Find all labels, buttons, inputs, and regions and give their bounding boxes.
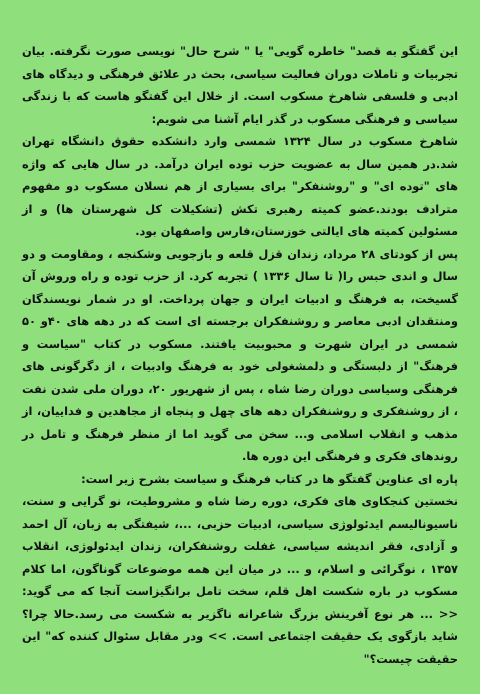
paragraph-titles-heading: پاره ای عناوین گفتگو ها در کتاب فرهنگ و سیاست بشرح زیر است: <box>81 471 458 486</box>
paragraph-after-coup: پس از کودتای ۲۸ مرداد، زندان قزل قلعه و بازجویی وشکنجه ، ومقاومت و دو سال و اندی حبس را( تا سال ۱۳۳۶ ) تجربه کرد. از حزب توده و راه وروش آن گسیخت، به فرهنگ و ادبیات ایران و جهان پرداخت. او در شمار نویسندگان ومنتقدان ادبی معاصر و روشنفکران برجسته ای است که در دهه های ۴۰و ۵۰ شمسی در ایران شهرت و محبوبیت یافتند. مسکوب در کتاب "سیاست و فرهنگ" از دلبستگی و دلمشغولی خود به فرهنگ وادبیات ، از دگرگونی های فرهنگی وسیاسی دوران رضا شاه ، پس از شهریور ۲۰، دوران ملی شدن نفت ، از روشنفکری و روشنفکران دهه های چهل و پنجاه از مجاهدین و فداییان، از مذهب و انقلاب اسلامی و... سخن می گوید اما از منظر فرهنگ و تامل در روندهای فکری و فرهنگی این دوره ها. <box>22 246 459 463</box>
paragraph-intro: این گفتگو به قصد" خاطره گویی" یا " شرح حال" نویسی صورت نگرفته. بیان تجربیات و تاملات دوران فعالیت سیاسی، بحث در علائق فرهنگی و دیدگاه های ادبی و فلسفی شاهرخ مسکوب است. از خلال این گفتگو هاست که با زندگی سیاسی و فرهنگی مسکوب در گذر ایام آشنا می شویم: <box>22 44 458 126</box>
paragraph-biography: شاهرخ مسکوب در سال ۱۳۲۴ شمسی وارد دانشکده حقوق دانشگاه تهران شد.در همین سال به عضویت حزب توده ایران درآمد. در سال هایی که واژه های "توده ای" و "روشنفکر" برای بسیاری از هم نسلان مسکوب دو مفهوم مترادف بودند.عضو کمیته رهبری تکش (تشکیلات کل شهرستان ها) و از مسئولین کمیته های ایالتی خوزستان،فارس واصفهان بود. <box>22 134 459 238</box>
paragraph-titles-list: نخستین کنجکاوی های فکری، دوره رضا شاه و مشروطیت، نو گرایی و سنت، ناسیونالیسم ایدئولوژی سیاسی، ادبیات حزبی، ...، شیفتگی به زبان، آل احمد و آزادی، فقر اندیشه سیاسی، غفلت روشنفکران، زندان ایدئولوژی، انقلاب ۱۳۵۷ ، نوگرائی و اسلام، و ... در میان این همه موضوعات گوناگون، اما کلام مسکوب در باره شکست اهل قلم، سخت تامل برانگیزاست آنجا که می گوید:<< ... هر نوع آفرینش بزرگ شاعرانه ناگزیر به شکست می رسد.حالا چرا؟ شاید بازگوی یک حقیقت اجتماعی است. >> ودر مقابل سئوال کننده که" این حقیقت چیست؟" <box>22 494 458 666</box>
